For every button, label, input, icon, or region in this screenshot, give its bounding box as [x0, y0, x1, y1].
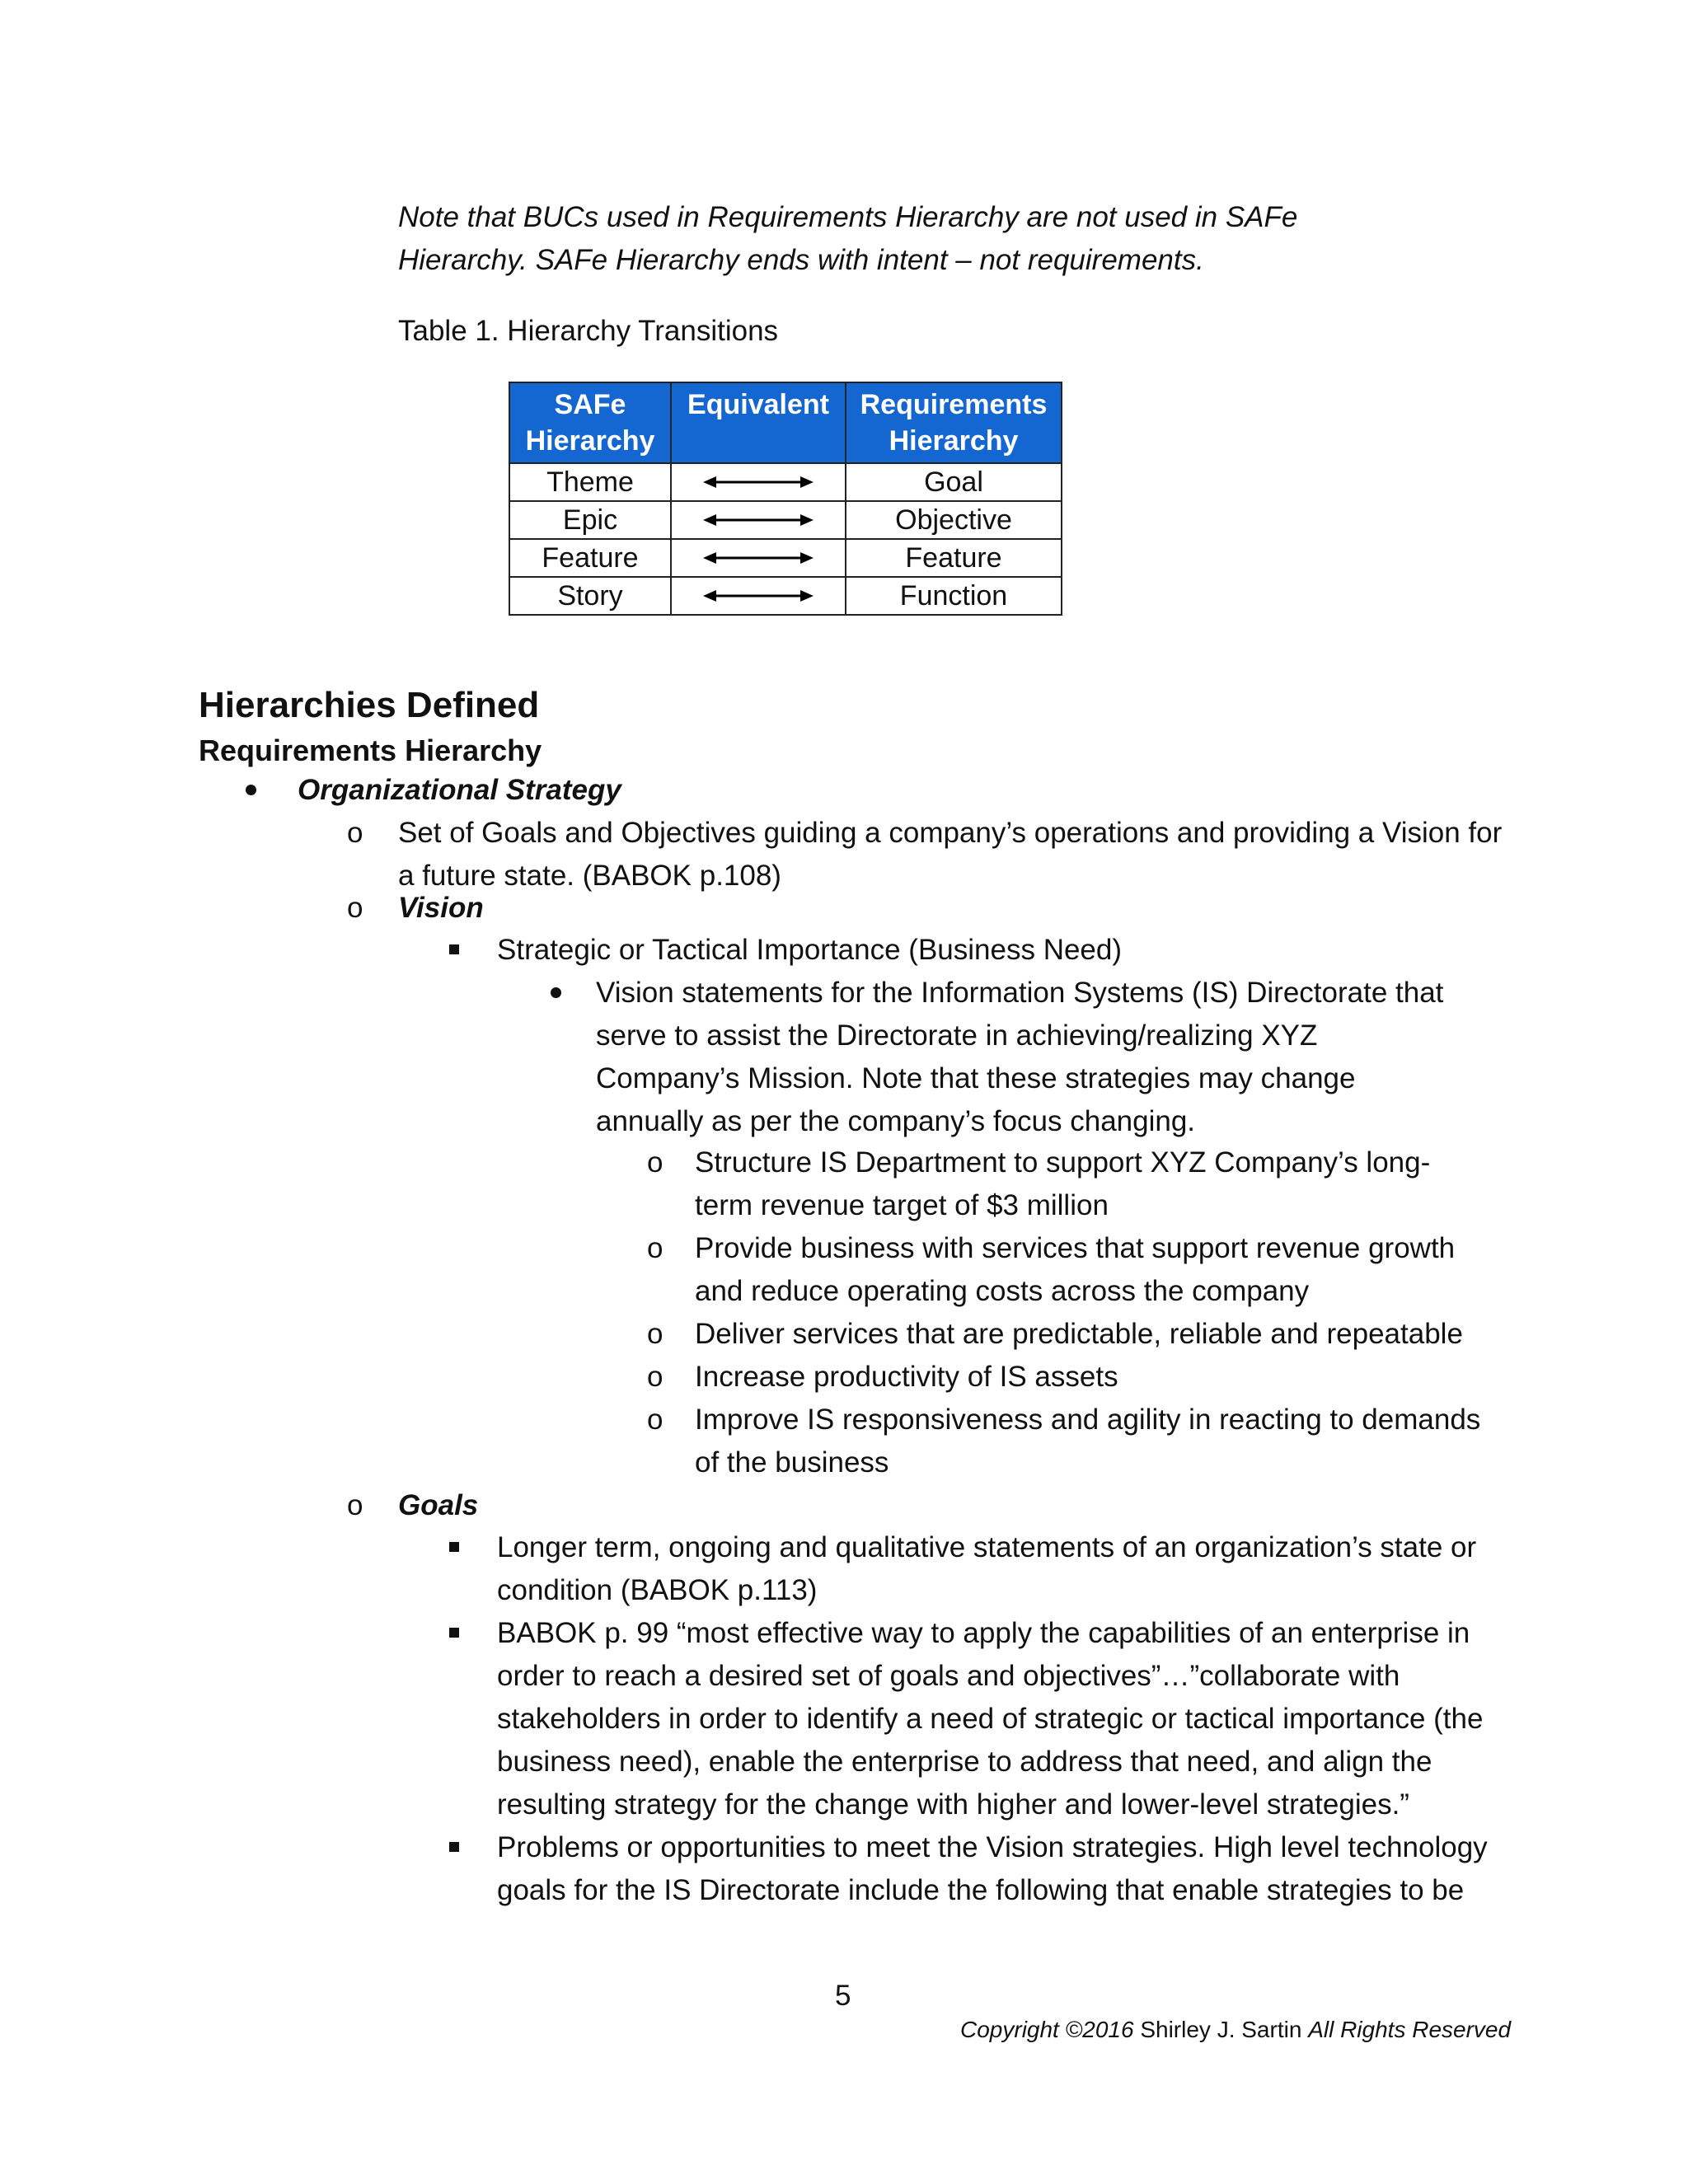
bullet-circle-icon: o: [347, 1489, 363, 1521]
column-header-equivalent: Equivalent: [671, 382, 846, 463]
bullet-disc-icon: [551, 987, 561, 998]
bullet-circle-icon: o: [647, 1361, 663, 1393]
goal-item: Longer term, ongoing and qualitative statements of an organization’s state or condition (BABOK p.113): [497, 1531, 1477, 1606]
table-row: [509, 463, 1062, 501]
bullet-circle-icon: o: [647, 1232, 663, 1264]
equivalent-cell: [671, 539, 846, 577]
goal-item: BABOK p. 99 “most effective way to apply the capabilities of an enterprise in order to reach a desired set of goals and objectives”…”collaborate with stakeholders in order to identify a need of strategic or tactical importance (the business need), enable the enterprise to address that need, and align the resulting strategy for the change with higher and lower-level strategies.”: [497, 1617, 1484, 1821]
requirements-cell: Goal: [846, 463, 1062, 501]
intro-note: Note that BUCs used in Requirements Hierarchy are not used in SAFe Hierarchy. SAFe Hierarchy ends with intent – not requirements.: [398, 201, 1298, 276]
column-header-requirements: Requirements Hierarchy: [846, 382, 1062, 463]
vision-item: Provide business with services that support revenue growth and reduce operating costs across the company: [695, 1232, 1456, 1307]
vision-need: Strategic or Tactical Importance (Business Need): [497, 934, 1123, 966]
double-headed-arrow-icon: [703, 512, 814, 528]
safe-cell: Story: [509, 577, 671, 615]
subsection-heading: Requirements Hierarchy: [199, 733, 542, 767]
table-row: [509, 577, 1062, 615]
bullet-square-icon: [449, 1842, 459, 1852]
goals-label: Goals: [398, 1489, 479, 1521]
vision-item: Increase productivity of IS assets: [695, 1361, 1118, 1393]
double-headed-arrow-icon: [703, 474, 814, 490]
bullet-circle-icon: o: [647, 1404, 663, 1436]
copyright-line: [960, 2013, 1511, 2046]
section-heading: Hierarchies Defined: [199, 685, 540, 725]
vision-statement: Vision statements for the Information Systems (IS) Directorate that serve to assist the Directorate in achieving/realizing XYZ Company’s Mission. Note that these strategies may change annually as per the company’s focus changing.: [596, 977, 1444, 1137]
bullet-square-icon: [449, 1542, 459, 1552]
bullet-square-icon: [449, 944, 459, 954]
hierarchy-table: [509, 382, 1062, 616]
safe-cell: Theme: [509, 463, 671, 501]
requirements-cell: Feature: [846, 539, 1062, 577]
org-strategy-label: Organizational Strategy: [298, 774, 621, 806]
vision-label: Vision: [398, 892, 484, 924]
double-headed-arrow-icon: [703, 550, 814, 566]
goal-item: Problems or opportunities to meet the Vision strategies. High level technology goals for the IS Directorate include the following that enable strategies to be: [497, 1831, 1488, 1906]
double-headed-arrow-icon: [703, 588, 814, 604]
column-header-safe: SAFe Hierarchy: [509, 382, 671, 463]
bullet-circle-icon: o: [647, 1146, 663, 1179]
org-strategy-description: Set of Goals and Objectives guiding a company’s operations and providing a Vision for a future state. (BABOK p.108): [398, 817, 1503, 892]
vision-item: Structure IS Department to support XYZ Company’s long-term revenue target of $3 million: [695, 1146, 1431, 1221]
vision-item: Deliver services that are predictable, reliable and repeatable: [695, 1318, 1463, 1350]
table-header-row: [509, 382, 1062, 463]
equivalent-cell: [671, 463, 846, 501]
equivalent-cell: [671, 501, 846, 539]
table-caption: Table 1. Hierarchy Transitions: [398, 315, 779, 347]
vision-item: Improve IS responsiveness and agility in reacting to demands of the business: [695, 1404, 1481, 1479]
requirements-cell: Objective: [846, 501, 1062, 539]
copyright-prefix: Copyright ©2016: [960, 2017, 1134, 2042]
bullet-circle-icon: o: [347, 817, 363, 849]
table-row: [509, 539, 1062, 577]
copyright-author: Shirley J. Sartin: [1140, 2017, 1302, 2042]
copyright-suffix: All Rights Reserved: [1308, 2017, 1512, 2042]
bullet-square-icon: [449, 1628, 459, 1638]
equivalent-cell: [671, 577, 846, 615]
page-number: 5: [835, 1980, 851, 2012]
requirements-cell: Function: [846, 577, 1062, 615]
safe-cell: Feature: [509, 539, 671, 577]
safe-cell: Epic: [509, 501, 671, 539]
bullet-circle-icon: o: [647, 1318, 663, 1350]
bullet-disc-icon: [246, 785, 256, 795]
table-row: [509, 501, 1062, 539]
bullet-circle-icon: o: [347, 892, 363, 924]
